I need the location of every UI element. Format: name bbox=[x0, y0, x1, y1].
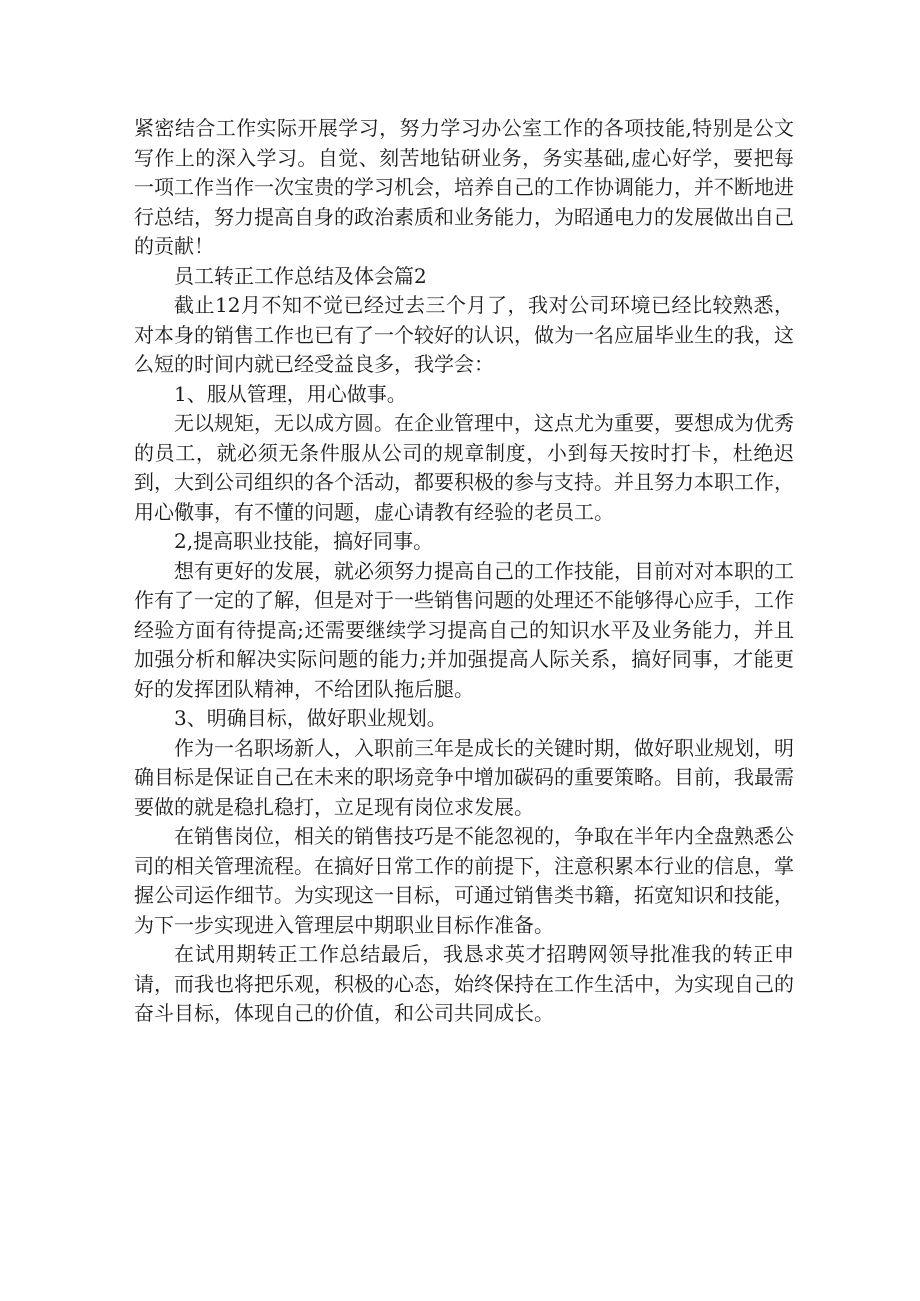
document-body bbox=[134, 114, 794, 1029]
point-heading-1: 1、服从管理，用心做事。 bbox=[174, 381, 407, 406]
paragraph-point-2: 想有更好的发展，就必须努力提高自己的工作技能，目前对对本职的工作有了一定的了解，但是对于一些销售问题的处理还不能够得心应手，工作经验方面有待提高;还需要继续学习提高自己的知识水平及业务能力，并且加强分析和解决实际问题的能力;并加强提高人际关系，搞好同事，才能更好的发挥团队精神，不给团队拖后腿。 bbox=[134, 558, 794, 701]
paragraph-intro: 截止12月不知不觉已经过去三个月了，我对公司环境已经比较熟悉，对本身的销售工作也已有了一个较好的认识，做为一名应届毕业生的我，这么短的时间内就已经受益良多，我学会： bbox=[134, 293, 794, 376]
paragraph-point-1: 无以规矩，无以成方圆。在企业管理中，这点尤为重要，要想成为优秀的员工，就必须无条件服从公司的规章制度，小到每天按时打卡，杜绝迟到，大到公司组织的各个活动，都要积极的参与支持。并且努力本职工作，用心儆事，有不懂的问题，虚心请教有经验的老员工。 bbox=[134, 411, 794, 524]
paragraph-point-3b: 在销售岗位，相关的销售技巧是不能忽视的，争取在半年内全盘熟悉公司的相关管理流程。在搞好日常工作的前提下，注意积累本行业的信息，掌握公司运作细节。为实现这一目标，可通过销售类书籍，拓宽知识和技能，为下一步实现进入管理层中期职业目标作准备。 bbox=[134, 824, 794, 937]
section-heading: 员工转正工作总结及体会篇2 bbox=[174, 263, 427, 288]
paragraph-point-3a: 作为一名职场新人，入职前三年是成长的关键时期，做好职业规划，明确目标是保证自己在未来的职场竞争中增加碳码的重要策略。目前，我最需要做的就是稳扎稳打，立足现有岗位求发展。 bbox=[134, 735, 794, 819]
point-heading-2: 2,提高职业技能，搞好同事。 bbox=[174, 529, 434, 553]
paragraph-1: 紧密结合工作实际开展学习，努力学习办公室工作的各项技能,特别是公文写作上的深入学习。自觉、刻苦地钻研业务，务实基础,虚心好学，要把每一项工作当作一次宝贵的学习机会，培养自己的工作协调能力，并不断地进行总结，努力提高自身的政治素质和业务能力，为昭通电力的发展做出自己的贡献！ bbox=[134, 116, 794, 258]
point-heading-3: 3、明确目标，做好职业规划。 bbox=[174, 706, 447, 730]
paragraph-conclusion: 在试用期转正工作总结最后，我恳求英才招聘网领导批准我的转正申请，而我也将把乐观，积极的心态，始终保持在工作生活中，为实现自己的奋斗目标，体现自己的价值，和公司共同成长。 bbox=[134, 942, 794, 1025]
